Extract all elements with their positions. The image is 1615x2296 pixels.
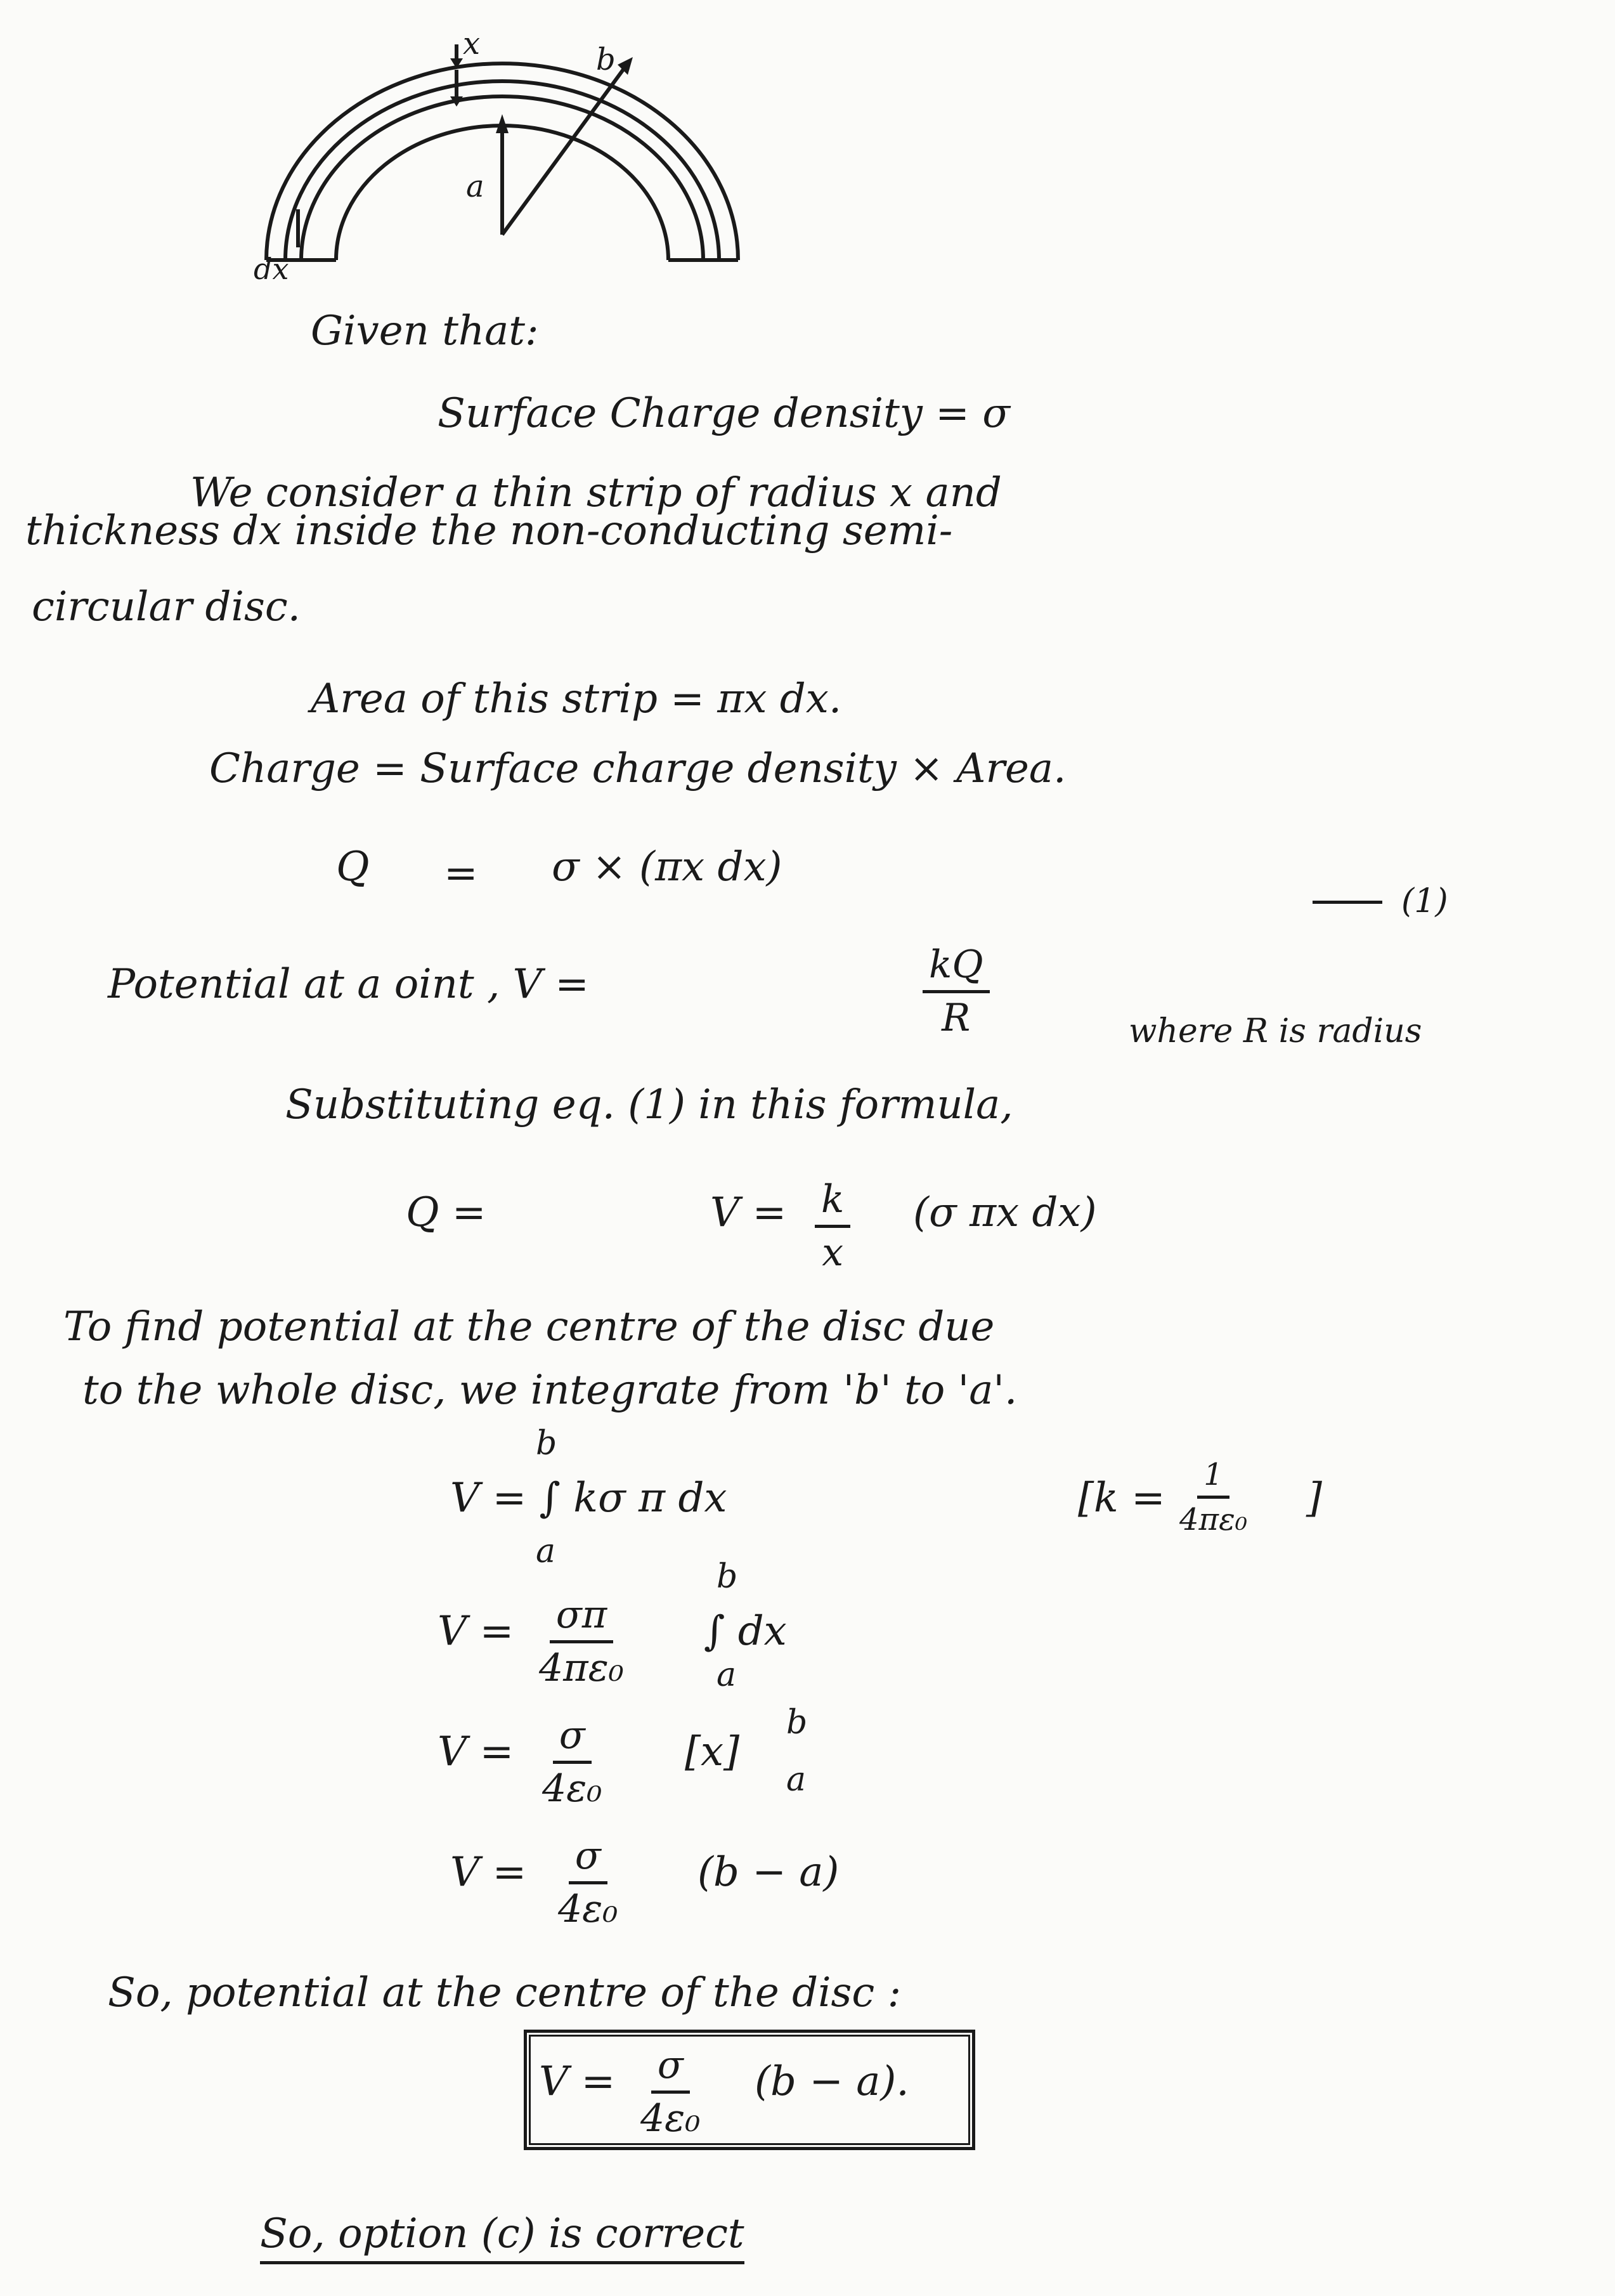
density-line: Surface Charge density = σ xyxy=(438,390,1010,437)
k-note-fraction xyxy=(1179,1459,1247,1536)
potential-tail: (σ πx dx) xyxy=(913,1189,1097,1236)
v2-lower-limit: a xyxy=(717,1656,737,1694)
v2-fraction xyxy=(539,1595,624,1688)
strip-line-2: thickness dx inside the non-conducting semi- xyxy=(25,507,953,554)
kq-numerator: kQ xyxy=(923,945,990,993)
label-x: x xyxy=(463,26,481,62)
v2-upper-limit: b xyxy=(717,1558,738,1596)
final-answer: So, option (c) is correct xyxy=(260,2210,744,2264)
semicircular-disc-diagram xyxy=(241,25,761,292)
label-b: b xyxy=(596,42,616,77)
v4-fraction xyxy=(558,1836,618,1929)
conclusion-line: So, potential at the centre of the disc : xyxy=(108,1969,902,2016)
substituting-line: Substituting eq. (1) in this formula, xyxy=(285,1081,1013,1128)
q-equals: = xyxy=(444,850,478,897)
eq-tag-dash xyxy=(1313,901,1382,904)
charge-line: Charge = Surface charge density × Area. xyxy=(209,745,1067,792)
q-left: Q xyxy=(336,844,370,890)
v4-denominator: 4ε₀ xyxy=(558,1887,618,1931)
strip-line-3: circular disc. xyxy=(32,584,301,630)
v3-denominator: 4ε₀ xyxy=(542,1766,602,1811)
box-fraction xyxy=(640,2045,700,2139)
where-note: where R is radius xyxy=(1129,1012,1422,1050)
v2-left: V = xyxy=(438,1608,514,1655)
kq-over-r-fraction xyxy=(923,945,990,1038)
area-line: Area of this strip = πx dx. xyxy=(311,675,842,722)
v1-upper-limit: b xyxy=(536,1425,557,1463)
v2-denominator: 4πε₀ xyxy=(539,1646,624,1690)
potential-intro: Potential at a oint , V = xyxy=(108,961,589,1008)
given-heading: Given that: xyxy=(311,308,539,355)
v2-integral: ∫ dx xyxy=(704,1608,787,1655)
v3-bracket: [x] xyxy=(685,1728,740,1775)
strip-line-1: We consider a thin strip of radius x and xyxy=(190,469,1002,516)
box-tail: (b − a). xyxy=(755,2058,909,2105)
v3-fraction xyxy=(542,1713,602,1811)
r-denominator: R xyxy=(942,996,971,1040)
k-note-close: ] xyxy=(1306,1475,1322,1522)
v3-upper: b xyxy=(786,1704,808,1742)
box-left: V = xyxy=(539,2058,616,2105)
v4-numerator: σ xyxy=(569,1836,607,1884)
x-denominator: x xyxy=(822,1230,844,1275)
q-right: σ × (πx dx) xyxy=(552,844,782,890)
integrate-line-2: to the whole disc, we integrate from 'b' to 'a'. xyxy=(82,1367,1018,1414)
k-note-numerator: 1 xyxy=(1197,1459,1229,1499)
v3-left: V = xyxy=(438,1728,514,1775)
v1-lower-limit: a xyxy=(536,1532,556,1570)
v1-line: V = ∫ kσ π dx xyxy=(450,1475,727,1522)
box-denominator: 4ε₀ xyxy=(640,2096,701,2141)
label-a: a xyxy=(466,169,484,204)
k-numerator: k xyxy=(815,1180,850,1228)
v4-tail: (b − a) xyxy=(697,1849,840,1896)
integrate-line-1: To find potential at the centre of the disc due xyxy=(63,1303,995,1350)
k-over-x-fraction xyxy=(815,1177,850,1275)
v2-numerator: σπ xyxy=(550,1595,613,1643)
box-numerator: σ xyxy=(651,2045,690,2094)
q-equals-line: Q = xyxy=(406,1189,486,1236)
v3-numerator: σ xyxy=(553,1716,592,1764)
k-note-open: [k = xyxy=(1078,1475,1165,1522)
label-dx: dx xyxy=(254,252,289,286)
k-note-denominator: 4πε₀ xyxy=(1179,1502,1248,1538)
v4-left: V = xyxy=(450,1849,527,1896)
eq-tag: (1) xyxy=(1401,882,1448,920)
v-equals: V = xyxy=(710,1189,787,1236)
v3-lower: a xyxy=(786,1761,807,1799)
